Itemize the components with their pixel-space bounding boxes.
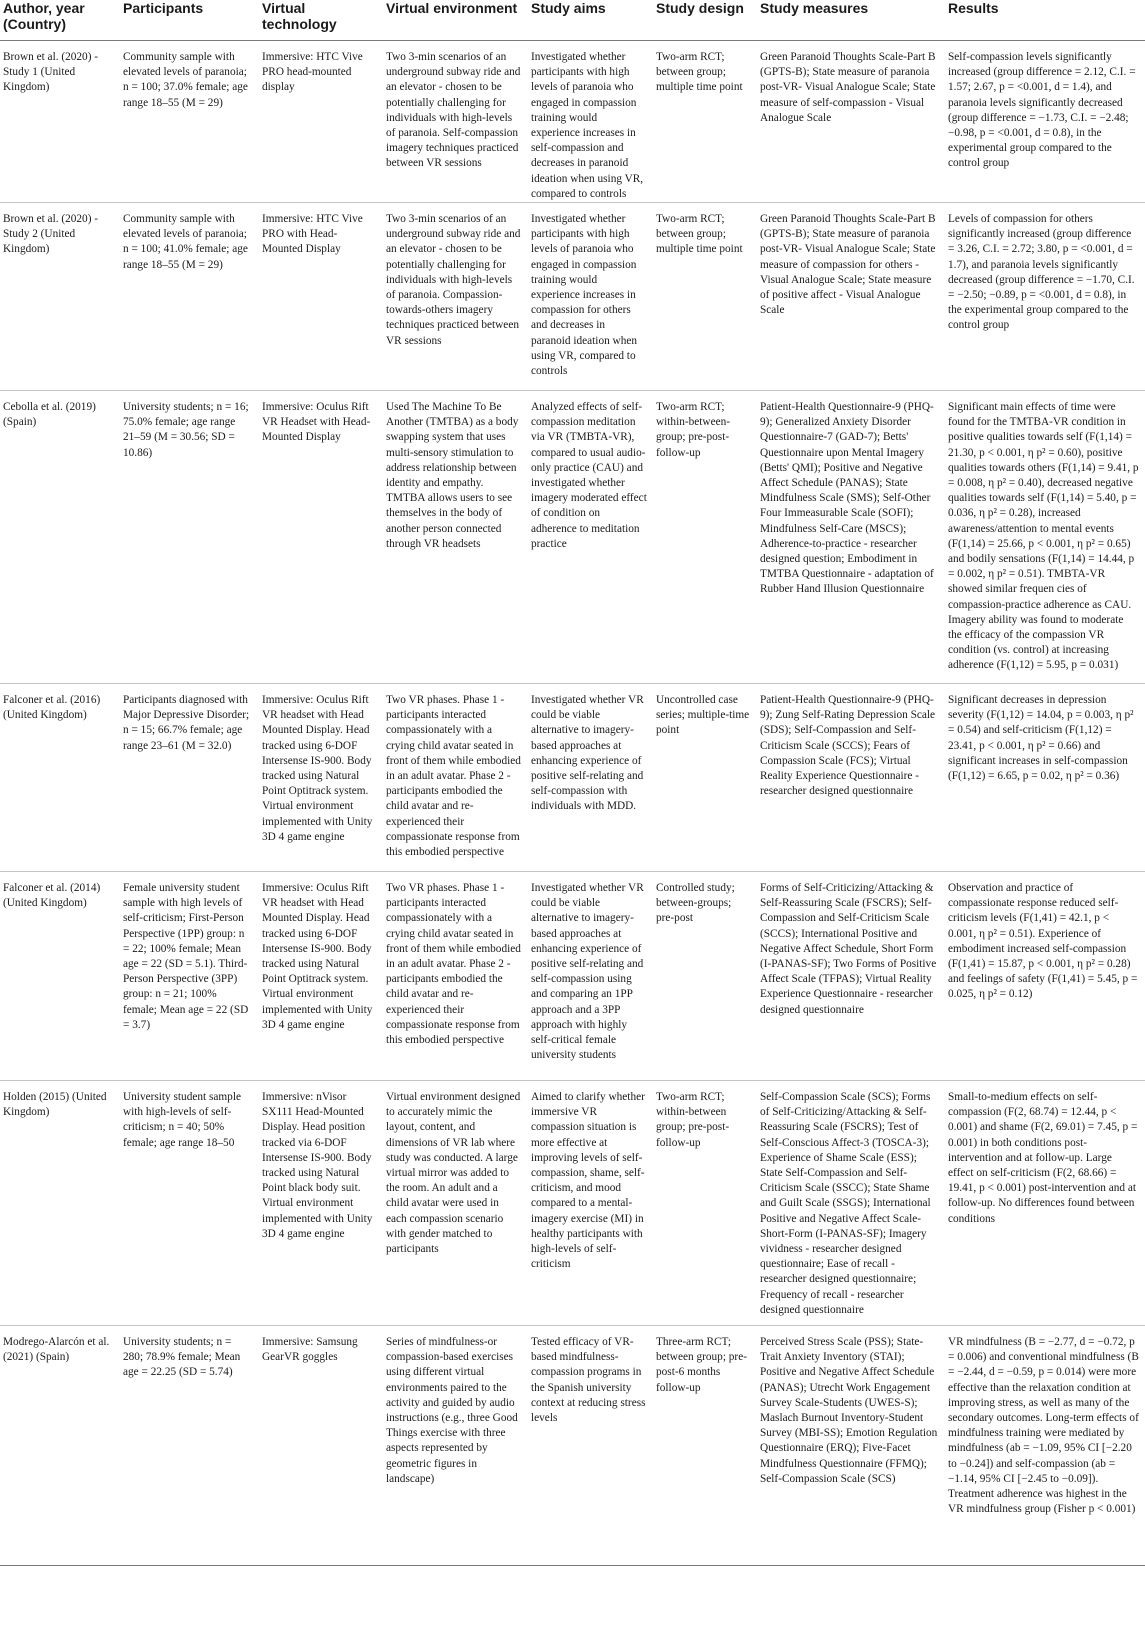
cell-design: Two-arm RCT; within-between group; pre-post-follow-up	[653, 1081, 757, 1326]
cell-technology: Immersive: Oculus Rift VR Headset with Head-Mounted Display	[259, 391, 383, 684]
cell-participants: University students; n = 280; 78.9% female; Mean age = 22.25 (SD = 5.74)	[120, 1326, 259, 1566]
table-row	[0, 41, 1145, 203]
cell-results: Self-compassion levels significantly increased (group difference = 2.12, C.I. = 1.57; 2.67, p = <0.001, d = 1.4), and paranoia levels significantly decreased (group difference = −1.73, C.I. = −2.48; −0.98, p = <0.001, d = 0.8), in the experimental group compared to the control group	[945, 41, 1145, 203]
cell-participants: Participants diagnosed with Major Depressive Disorder; n = 15; 66.7% female; age range 23–61 (M = 32.0)	[120, 684, 259, 872]
cell-author: Cebolla et al. (2019) (Spain)	[0, 391, 120, 684]
cell-design: Two-arm RCT; within-between-group; pre-post-follow-up	[653, 391, 757, 684]
cell-measures: Patient-Health Questionnaire-9 (PHQ-9); Zung Self-Rating Depression Scale (SDS); Self-Compassion and Self-Criticism Scale (SCCS); Fears of Compassion Scale (FCS); Virtual Reality Experience Questionnaire - researcher designed questionnaire	[757, 684, 945, 872]
header-row	[0, 0, 1145, 41]
cell-technology: Immersive: HTC Vive PRO head-mounted display	[259, 41, 383, 203]
cell-aims: Aimed to clarify whether immersive VR compassion situation is more effective at improving levels of self-compassion, shame, self-criticism, and mood compared to a mental-imagery exercise (MI) in healthy participants with high-levels of self-criticism	[528, 1081, 653, 1326]
header-environment: Virtual environment	[383, 0, 528, 41]
cell-author: Holden (2015) (United Kingdom)	[0, 1081, 120, 1326]
cell-author: Brown et al. (2020) - Study 2 (United Kingdom)	[0, 203, 120, 391]
cell-design: Two-arm RCT; between group; multiple time point	[653, 41, 757, 203]
cell-results: Significant main effects of time were found for the TMTBA-VR condition in positive qualities towards self (F(1,14) = 21.30, p < 0.001, η p² = 0.60), positive qualities towards others (F(1,14) = 9.41, p = 0.008, η p² = 0.40), decreased negative qualities towards self (F(1,14) = 5.40, p = 0.036, η p² = 0.28), increased awareness/attention to mental events (F(1,14) = 25.66, p < 0.001, η p² = 0.65) and bodily sensations (F(1,14) = 14.44, p = 0.002, η p² = 0.51). TMBTA-VR showed similar frequen cies of compassion-practice adherence as CAU. Imagery ability was found to moderate the efficacy of the compassion VR condition (vs. control) at increasing adherence (F(1,12) = 5.95, p = 0.031)	[945, 391, 1145, 684]
cell-technology: Immersive: HTC Vive PRO with Head-Mounted Display	[259, 203, 383, 391]
table-row	[0, 872, 1145, 1081]
cell-aims: Investigated whether participants with high levels of paranoia who engaged in compassion training would experience increases in compassion for others and decreases in paranoid ideation when using VR, compared to controls	[528, 203, 653, 391]
header-participants: Participants	[120, 0, 259, 41]
table-row	[0, 391, 1145, 684]
cell-aims: Investigated whether participants with high levels of paranoia who engaged in compassion training would experience increases in self-compassion and decreases in paranoid ideation when using VR, compared to controls	[528, 41, 653, 203]
cell-environment: Used The Machine To Be Another (TMTBA) as a body swapping system that uses multi-sensory stimulation to address relationship between identity and empathy. TMTBA allows users to see themselves in the body of another person connected through VR headsets	[383, 391, 528, 684]
cell-results: Small-to-medium effects on self-compassion (F(2, 68.74) = 12.44, p < 0.001) and shame (F(2, 69.01) = 7.45, p = 0.001) in both conditions post-intervention and at follow-up. Large effect on self-criticism (F(2, 68.66) = 19.41, p < 0.001) post-intervention and at follow-up. No differences found between conditions	[945, 1081, 1145, 1326]
table-header	[0, 0, 1145, 41]
header-results: Results	[945, 0, 1145, 41]
cell-author: Brown et al. (2020) - Study 1 (United Kingdom)	[0, 41, 120, 203]
cell-environment: Series of mindfulness-or compassion-based exercises using different virtual environments paired to the activity and guided by audio instructions (e.g., three Good Things exercise with three aspects represented by geometric figures in landscape)	[383, 1326, 528, 1566]
cell-participants: University students; n = 16; 75.0% female; age range 21–59 (M = 30.56; SD = 10.86)	[120, 391, 259, 684]
table-row	[0, 684, 1145, 872]
header-author: Author, year (Country)	[0, 0, 120, 41]
header-aims: Study aims	[528, 0, 653, 41]
header-technology: Virtual technology	[259, 0, 383, 41]
cell-technology: Immersive: Oculus Rift VR headset with Head Mounted Display. Head tracked using 6-DOF Intersense IS-900. Body tracked using Natural Point Optitrack system. Virtual environment implemented with Unity 3D 4 game engine	[259, 872, 383, 1081]
cell-results: Observation and practice of compassionate response reduced self-criticism levels (F(1,41) = 42.1, p < 0.001, η p² = 0.51). Experience of embodiment increased self-compassion (F(1,41) = 15.87, p < 0.001, η p² = 0.28) and feelings of safety (F(1,41) = 5.45, p = 0.025, η p² = 0.12)	[945, 872, 1145, 1081]
cell-measures: Self-Compassion Scale (SCS); Forms of Self-Criticizing/Attacking & Self-Reassuring Scale (FSCRS); Test of Self-Conscious Affect-3 (TOSCA-3); Experience of Shame Scale (ESS); State Self-Compassion and Self-Criticism Scale (SSCC); State Shame and Guilt Scale (SSGS); International Positive and Negative Affect Scale-Short-Form (I-PANAS-SF); Imagery vividness - researcher designed questionnaire; Ease of recall - researcher designed questionnaire; Frequency of recall - researcher designed questionnaire	[757, 1081, 945, 1326]
cell-measures: Green Paranoid Thoughts Scale-Part B (GPTS-B); State measure of paranoia post-VR- Visual Analogue Scale; State measure of self-compassion - Visual Analogue Scale	[757, 41, 945, 203]
cell-participants: Community sample with elevated levels of paranoia; n = 100; 37.0% female; age range 18–55 (M = 29)	[120, 41, 259, 203]
cell-environment: Two VR phases. Phase 1 - participants interacted compassionately with a crying child avatar seated in front of them while embodied in an adult avatar. Phase 2 - participants embodied the child avatar and re-experienced their compassionate response from this embodied perspective	[383, 684, 528, 872]
header-design: Study design	[653, 0, 757, 41]
table-row	[0, 1326, 1145, 1566]
cell-technology: Immersive: nVisor SX111 Head-Mounted Display. Head position tracked via 6-DOF Intersense IS-900. Body tracked using Natural Point black body suit. Virtual environment implemented with Unity 3D 4 game engine	[259, 1081, 383, 1326]
cell-measures: Forms of Self-Criticizing/Attacking & Self-Reassuring Scale (FSCRS); Self-Compassion and Self-Criticism Scale (SCCS); International Positive and Negative Affect Schedule, Short Form (I-PANAS-SF); Two Forms of Positive Affect Scale (TFPAS); Virtual Reality Experience Questionnaire - researcher designed questionnaire	[757, 872, 945, 1081]
cell-participants: Female university student sample with high levels of self-criticism; First-Person Perspective (1PP) group: n = 22; 100% female; Mean age = 22 (SD = 5.1). Third-Person Perspective (3PP) group: n = 21; 100% female; Mean age = 22 (SD = 3.7)	[120, 872, 259, 1081]
cell-author: Modrego-Alarcón et al. (2021) (Spain)	[0, 1326, 120, 1566]
cell-author: Falconer et al. (2014) (United Kingdom)	[0, 872, 120, 1081]
cell-environment: Two VR phases. Phase 1 - participants interacted compassionately with a crying child avatar seated in front of them while embodied in an adult avatar. Phase 2 - participants embodied the child avatar and re-experienced their compassionate response from this embodied perspective	[383, 872, 528, 1081]
cell-participants: Community sample with elevated levels of paranoia; n = 100; 41.0% female; age range 18–55 (M = 29)	[120, 203, 259, 391]
cell-environment: Two 3-min scenarios of an underground subway ride and an elevator - chosen to be potentially challenging for individuals with high-levels of paranoia. Compassion-towards-others imagery techniques practiced between VR sessions	[383, 203, 528, 391]
cell-results: VR mindfulness (B = −2.77, d = −0.72, p = 0.006) and conventional mindfulness (B = −2.44, d = −0.59, p = 0.014) were more effective than the relaxation condition at improving stress, as well as many of the secondary outcomes. Long-term effects of mindfulness training were mediated by mindfulness (ab = −1.09, 95% CI [−2.20 to −0.24]) and self-compassion (ab = −1.14, 95% CI [−2.45 to −0.09]). Treatment adherence was highest in the VR mindfulness group (Fisher p < 0.001)	[945, 1326, 1145, 1566]
cell-aims: Investigated whether VR could be viable alternative to imagery-based approaches at enhancing experience of positive self-relating and self-compassion with individuals with MDD.	[528, 684, 653, 872]
table-body	[0, 41, 1145, 1566]
cell-aims: Investigated whether VR could be viable alternative to imagery-based approaches at enhancing experience of positive self-relating and self-compassion using and comparing an 1PP approach and a 3PP approach with highly self-critical female university students	[528, 872, 653, 1081]
cell-design: Three-arm RCT; between group; pre-post-6 months follow-up	[653, 1326, 757, 1566]
cell-measures: Patient-Health Questionnaire-9 (PHQ-9); Generalized Anxiety Disorder Questionnaire-7 (GAD-7); Betts' Questionnaire upon Mental Imagery (Betts' QMI); Positive and Negative Affect Schedule (PANAS); State Mindfulness Scale (SMS); Self-Other Four Immeasurable Scale (SOFI); Mindfulness Self-Care (MSCS); Adherence-to-practice - researcher designed question; Embodiment in TMTBA Questionnaire - adaptation of Rubber Hand Illusion Questionnaire	[757, 391, 945, 684]
cell-results: Levels of compassion for others significantly increased (group difference = 3.26, C.I. = 2.72; 3.80, p = <0.001, d = 1.7), and paranoia levels significantly decreased (group difference = −1.70, C.I. = −2.50; −0.89, p = <0.001, d = 0.8), in the experimental group compared to the control group	[945, 203, 1145, 391]
cell-measures: Perceived Stress Scale (PSS); State-Trait Anxiety Inventory (STAI); Positive and Negative Affect Schedule (PANAS); Utrecht Work Engagement Survey Scale-Students (UWES-S); Maslach Burnout Inventory-Student Survey (MBI-SS); Emotion Regulation Questionnaire (ERQ); Five-Facet Mindfulness Questionnaire (FFMQ); Self-Compassion Scale (SCS)	[757, 1326, 945, 1566]
cell-aims: Tested efficacy of VR-based mindfulness-compassion programs in the Spanish university context at reducing stress levels	[528, 1326, 653, 1566]
cell-environment: Virtual environment designed to accurately mimic the layout, content, and dimensions of VR lab where study was conducted. A large virtual mirror was added to the room. An adult and a child avatar were used in each compassion scenario with gender matched to participants	[383, 1081, 528, 1326]
cell-results: Significant decreases in depression severity (F(1,12) = 14.04, p = 0.003, η p² = 0.54) and self-criticism (F(1,12) = 23.41, p < 0.001, η p² = 0.66) and significant increases in self-compassion (F(1,12) = 6.65, p = 0.02, η p² = 0.36)	[945, 684, 1145, 872]
cell-design: Two-arm RCT; between group; multiple time point	[653, 203, 757, 391]
header-measures: Study measures	[757, 0, 945, 41]
cell-design: Uncontrolled case series; multiple-time point	[653, 684, 757, 872]
cell-environment: Two 3-min scenarios of an underground subway ride and an elevator - chosen to be potentially challenging for individuals with high-levels of paranoia. Self-compassion imagery techniques practiced between VR sessions	[383, 41, 528, 203]
cell-aims: Analyzed effects of self-compassion meditation via VR (TMBTA-VR), compared to usual audio-only practice (CAU) and investigated whether imagery moderated effect of condition on adherence to meditation practice	[528, 391, 653, 684]
cell-technology: Immersive: Oculus Rift VR headset with Head Mounted Display. Head tracked using 6-DOF Intersense IS-900. Body tracked using Natural Point Optitrack system. Virtual environment implemented with Unity 3D 4 game engine	[259, 684, 383, 872]
cell-author: Falconer et al. (2016) (United Kingdom)	[0, 684, 120, 872]
cell-participants: University student sample with high-levels of self-criticism; n = 40; 50% female; age range 18–50	[120, 1081, 259, 1326]
cell-design: Controlled study; between-groups; pre-post	[653, 872, 757, 1081]
table-row	[0, 1081, 1145, 1326]
cell-measures: Green Paranoid Thoughts Scale-Part B (GPTS-B); State measure of paranoia post-VR- Visual Analogue Scale; State measure of compassion for others - Visual Analogue Scale; State measure of positive affect - Visual Analogue Scale	[757, 203, 945, 391]
table-row	[0, 203, 1145, 391]
cell-technology: Immersive: Samsung GearVR goggles	[259, 1326, 383, 1566]
